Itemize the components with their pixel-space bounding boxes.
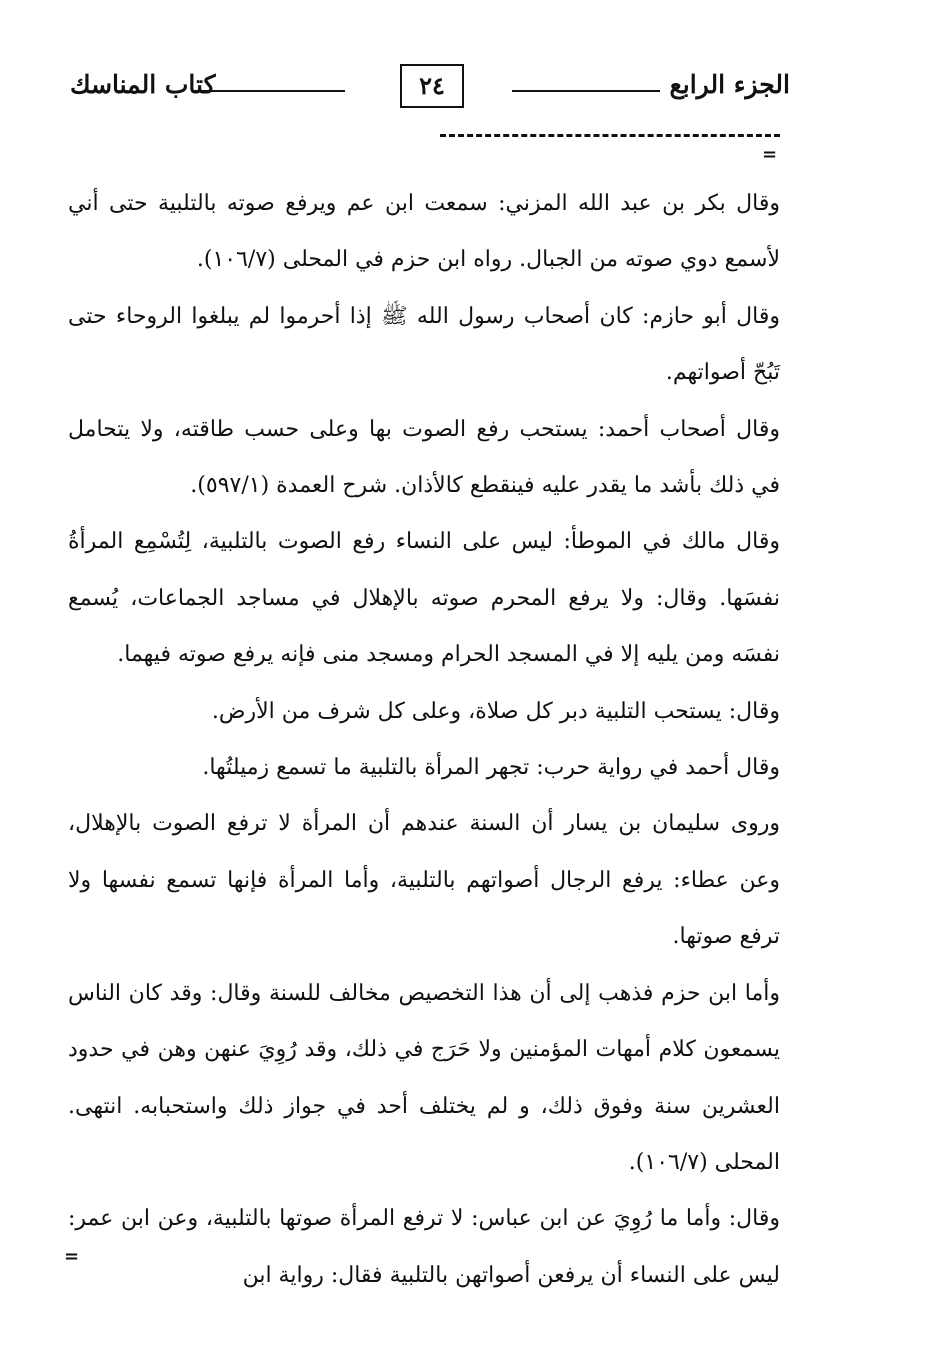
header-rule-left [195,90,345,92]
header-rule-right [512,90,660,92]
paragraph-sulayman-ibn-yasar: وروى سليمان بن يسار أن السنة عندهم أن المرأة لا ترفع الصوت بالإهلال، وعن عطاء: يرفع الرجال أصواتهم بالتلبية، وأما المرأة فإنها تسمع نفسها ولا ترفع صوتها. [68,811,780,950]
book-title: كتاب المناسك [70,70,216,99]
paragraph-malik-muwatta: وقال مالك في الموطأ: ليس على النساء رفع الصوت بالتلبية، لِتُسْمِع المرأةُ نفسَها. وقال: ولا يرفع المحرم صوته بالإهلال في مساجد الجماعات، يُسمع نفسَه ومن يليه إلا في المسجد الحرام ومسجد منى فإنه يرفع صوته فيهما. [68,529,780,668]
paragraph-abu-hazim: وقال أبو حازم: كان أصحاب رسول الله ﷺ إذا أحرموا لم يبلغوا الروحاء حتى تَبُحّ أصواتهم. [68,303,780,386]
paragraph-ibn-hazm: وأما ابن حزم فذهب إلى أن هذا التخصيص مخالف للسنة وقال: وقد كان الناس يسمعون كلام أمهات المؤمنين ولا حَرَج في ذلك، وقد رُوِيَ عنهن وهن في حدود العشرين سنة وفوق ذلك، و لم يختلف أحد في جواز ذلك واستحبابه. انتهى. المحلى (١٠٦/٧). [68,980,780,1175]
body-text [68,176,780,1304]
paragraph-ibn-abbas: وقال: وأما ما رُوِيَ عن ابن عباس: لا ترفع المرأة صوتها بالتلبية، وعن ابن عمر: ليس على النساء أن يرفعن أصواتهن بالتلبية فقال: رواية ابن [68,1206,780,1288]
page-number: ٢٤ [400,64,464,108]
volume-title: الجزء الرابع [669,70,790,99]
paragraph-talbiya-after-prayer: وقال: يستحب التلبية دبر كل صلاة، وعلى كل شرف من الأرض. [211,698,780,724]
dashed-separator [440,134,780,137]
paragraph-ashab-ahmad: وقال أصحاب أحمد: يستحب رفع الصوت بها وعلى حسب طاقته، ولا يتحامل في ذلك بأشد ما يقدر عليه فينقطع كالأذان. شرح العمدة (٥٩٧/١). [68,416,780,499]
paragraph-bakr-ibn-abdullah: وقال بكر بن عبد الله المزني: سمعت ابن عم ويرفع صوته بالتلبية حتى أني لأسمع دوي صوته من الجبال. رواه ابن حزم في المحلى (١٠٦/٧). [68,191,780,273]
paragraph-ahmad-harb: وقال أحمد في رواية حرب: تجهر المرأة بالتلبية ما تسمع زميلتُها. [202,755,780,781]
continuation-mark-bottom: = [64,1246,80,1267]
running-header [70,60,790,120]
continuation-mark-top: = [762,144,778,165]
